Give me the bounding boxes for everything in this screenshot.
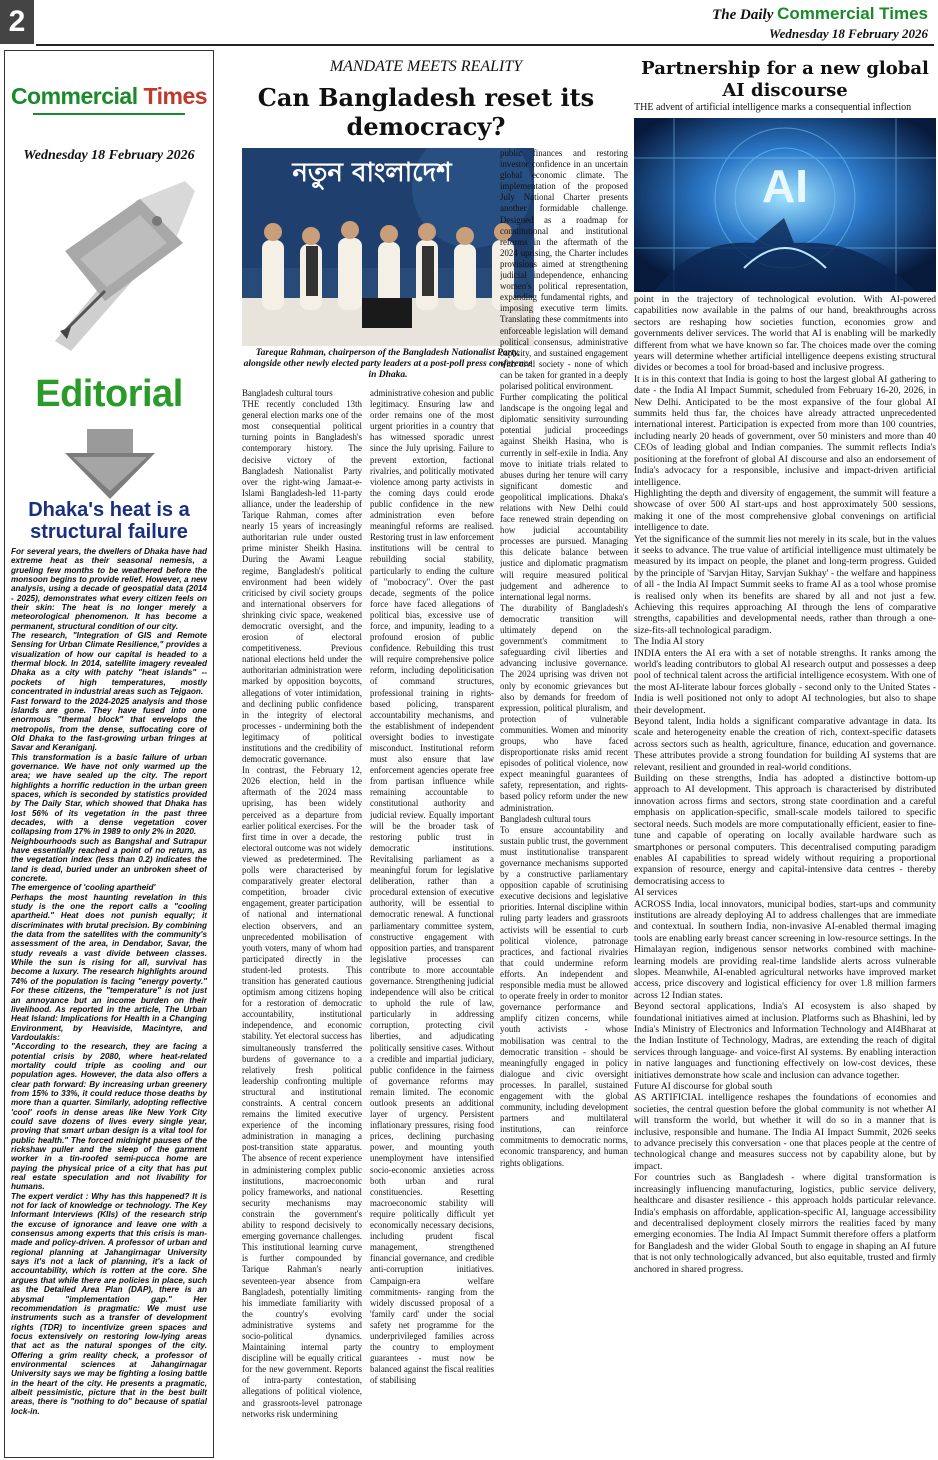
article-paragraph: public finances and restoring investor confidence in an uncertain global economic climate. The implementation of the proposed July National Charter presents another formidable challenge. Designed as a roadmap for constitutional and institutional reforms in the aftermath of the 2024 uprising, the Charter includes provisions aimed at strengthening judicial independence, enhancing women's political representation, expanding fundamental rights, and imposing executive term limits. Translating these commitments into enforceable legislation will demand political consensus, administrative capacity, and sustained engagement with civil society - none of which can be taken for granted in a deeply polarised political environment. bbox=[500, 148, 628, 391]
ai-paragraph: AS ARTIFICIAL intelligence reshapes the foundations of economies and societies, the central question before the global community is not whether AI will transform the world, but whether it will do so in a manner that is inclusive, responsible and humane. The India AI Impact Summit, 2026 seeks to advance precisely this conversation - one that places people at the centre of technological change and measures success not by capability alone, but by impact. bbox=[634, 1092, 936, 1172]
article-paragraph: To ensure accountability and sustain public trust, the government must institutionalise transparent governance mechanisms supported by a constructive parliamentary opposition capable of scrutinising executive decisions and legislative priorities. Internal discipline within ruling party leaders and grassroots activists will be essential to curb political violence, patronage practices, and factional rivalries that could undermine reform efforts. An independent and responsible media must be allowed to operate freely in order to monitor governance performance and amplify citizen concerns, while youth activists - whose mobilisation was central to the democratic transition - should be meaningfully engaged in policy dialogue and civic oversight processes. In parallel, sustained engagement with the global community, including development partners and multilateral institutions, can reinforce commitments to democratic norms, economic transparency, and human rights obligations. bbox=[500, 824, 628, 1168]
masthead-brand bbox=[712, 4, 928, 24]
down-arrow-icon bbox=[65, 429, 155, 499]
ai-subhead: The India AI story bbox=[634, 636, 705, 648]
ai-paragraph: Beyond sectoral applications, India's AI ecosystem is also shaped by foundational initiatives aimed at inclusion. Platforms such as Bhashini, led by India's Ministry of Electronics and Information Technology and AI4Bharat at the Indian Institute of Technology, Madras, are extending the reach of digital services through language- and voice-first AI systems. By enabling interaction in native languages and functioning effectively on low-cost devices, these initiatives demonstrate how scale and inclusion can advance together. bbox=[634, 1001, 936, 1081]
masthead-commercial-times: Commercial Times bbox=[777, 4, 928, 23]
ai-paragraph: ACROSS India, local innovators, municipal bodies, start-ups and community institutions are already deploying AI to address challenges that are immediate and contextual. In southern India, non-invasive AI-enabled thermal imaging tools are enabling early breast cancer screening in low-resource settings. In the Himalayan region, indigenous sensor networks combined with machine-learning models are providing real-time landslide alerts across vulnerable slopes. Meanwhile, AI-enabled agricultural networks have improved market access, price discovery and logistical efficiency for over 1.8 million farmers across 12 Indian states. bbox=[634, 898, 936, 1001]
sidebar-logo-times: Times bbox=[143, 83, 208, 109]
ai-article-title: Partnership for a new global AI discourse bbox=[641, 58, 929, 101]
masthead-the-daily: The Daily bbox=[712, 7, 774, 23]
editorial-paragraph: Fast forward to the 2024-2025 analysis and those islands are gone. They have fused into one enormous "thermal block" that envelops the metropolis, from the dense, suffocating core of Old Dhaka to the fast-growing urban fringes at Savar and Keraniganj. bbox=[11, 696, 207, 753]
photo-banner-text: নতুন বাংলাদেশ bbox=[292, 158, 452, 188]
editorial-subhead: The emergence of 'cooling apartheid' bbox=[11, 883, 156, 893]
editorial-paragraph: The expert verdict : Why has this happened? It is not for lack of knowledge or technology. The Key Informant Interviews (KIIs) of the research strip the excuse of ignorance and leave one with a consensus among experts that this crisis is man-made and policy-driven. A professor of urban and regional planning at Jahangirnagar University says it's not a lack of planning, it's a lack of accountability, which is rotten at the core. She argues that while there are policies in place, such as the Detailed Area Plan (DAP), there is an abysmal "implementation gap." Her recommendation is pragmatic: We must use instruments such as a transfer of development rights (TDR) to incentivize green spaces and focus extensively on restoring low-lying areas that act as the natural sponges of the city. Offering a grim reality check, a professor of environmental sciences at Jahangirnagar University says we may be fighting a losing battle in the heart of the city. He presents a pragmatic, albeit pessimistic, picture that in the best built areas, there is "nothing to do" because of spatial lock-in. bbox=[11, 1191, 207, 1416]
article-paragraph: Bangladesh cultural tours bbox=[500, 813, 591, 824]
editorial-paragraph: This transformation is a basic failure of urban governance. We have not only warmed up the area; we have sealed up the city. The report highlights a horrific reduction in the urban green spaces, which is seconded by statistics provided by The Daily Star, which showed that Dhaka has lost 56% of its vegetation in the past three decades, with a dense vegetation cover collapsing from 17% in 1989 to only 2% in 2020. bbox=[11, 752, 207, 837]
article-paragraph: administrative cohesion and public legitimacy. Ensuring law and order remains one of the most urgent priorities in a country that has witnessed sporadic unrest since the July uprising. Failure to prevent extortion, factional rivalries, and politically motivated violence among party activists in the coming days could erode public confidence in the new administration even before meaningful reforms are realised. Restoring trust in law enforcement institutions will be central to rebuilding social stability, particularly to ending the culture of "mobocracy". Over the past decade, segments of the police force have faced allegations of political bias, excessive use of force, and impunity, leading to a profound erosion of public confidence. Rebuilding this trust will require comprehensive police reform, including depoliticisation of command structures, professional training in rights-based policing, transparent accountability mechanisms, and the establishment of independent oversight bodies to investigate misconduct. Institutional reform must also ensure that law enforcement agencies operate free from partisan influence while remaining accountable to constitutional authority and judicial review. Equally important will be the broader task of restoring public trust in democratic institutions. Revitalising parliament as a meaningful forum for legislative deliberation, rather than a procedural extension of executive authority, will be essential to democratic renewal. A functional parliamentary committee system, constructive engagement with opposition parties, and transparent legislative processes can contribute to more accountable governance. Strengthening judicial independence will also be critical to uphold the rule of law, particularly in addressing corruption, protecting civil liberties, and adjudicating politically sensitive cases. Without a credible and impartial judiciary, public confidence in the fairness of governance reforms may remain limited. The economic outlook presents an additional layer of urgency. Persistent inflationary pressures, rising food prices, declining purchasing power, and mounting youth unemployment have intensified socio-economic anxieties across both urban and rural constituencies. Resetting macroeconomic stability will require politically difficult yet economically necessary decisions, including prudent fiscal management, strengthened financial governance, and credible anti-corruption initiatives. Campaign-era welfare commitments- ranging from the widely discussed proposal of a 'family card' under the social safety net programme for the underprivileged families across the country to employment guarantees - must now be balanced against the fiscal realities of stabilising bbox=[370, 388, 494, 1386]
masthead-date: Wednesday 18 February 2026 bbox=[768, 26, 928, 41]
ai-subhead: AI services bbox=[634, 887, 678, 899]
ai-illustration bbox=[634, 118, 936, 292]
article-paragraph: The durability of Bangladesh's democratic transition will ultimately depend on the government's commitment to safeguarding civil liberties and advancing inclusive governance. The 2024 uprising was driven not only by economic grievances but also by demands for freedom of expression, political pluralism, and protection of vulnerable communities. Women and minority groups, who have faced disproportionate risks amid recent episodes of political violence, now expect meaningful guarantees of safety, representation, and rights-based policy reform under the new administration. bbox=[500, 602, 628, 813]
fountain-pen-icon bbox=[45, 181, 195, 351]
ai-illustration-text: AI bbox=[762, 160, 808, 212]
article-paragraph: Further complicating the political landscape is the ongoing legal and diplomatic sensitivity surrounding potential judicial proceedings against Sheikh Hasina, who is currently in self-exile in India. Any move to initiate trials related to abuses during her tenure will carry significant domestic and geopolitical implications. Dhaka's relations with New Delhi could face renewed strain depending on how judicial accountability processes are pursued. Managing this delicate balance between justice and diplomatic pragmatism will require measured political judgement and adherence to international legal norms. bbox=[500, 392, 628, 602]
ai-paragraph: Building on these strengths, India has adopted a distinctive bottom-up approach to AI development. This approach is characterised by distributed innovation across firms and sectors, strong state coordination and a careful emphasis on application-specific, small-scale models tailored to specific sectoral needs. Such models are more computationally efficient, easier to fine-tune and capable of operating on locally available hardware such as smartphones or personal computers. This decentralised computing paradigm enables AI capabilities to spread widely without requiring a proportional expansion of resource, energy and capital-intensive data centres - thereby democratising access to bbox=[634, 773, 936, 887]
ai-paragraph: For countries such as Bangladesh - where digital transformation is increasingly influencing manufacturing, logistics, public service delivery, healthcare and disaster resilience - this approach holds particular relevance. India's emphasis on affordable, application-specific AI, language accessibility and decentralised deployment closely mirrors the realities faced by many emerging economies. The India AI Impact Summit therefore offers a platform for Bangladesh and the wider Global South to engage in shaping an AI future that is not only technologically advanced, but also equitable, trusted and firmly anchored in shared progress. bbox=[634, 1172, 936, 1275]
top-divider bbox=[36, 44, 934, 46]
editorial-paragraph: Neighbourhoods such as Bangshal and Sutrapur have essentially reached a point of no return, as the vegetation index (less than 0.2) indicates the land is dead, buried under an unbroken sheet of concrete. bbox=[11, 836, 207, 884]
editorial-label: Editorial bbox=[35, 373, 183, 415]
sidebar-logo-underline bbox=[33, 113, 185, 115]
ai-paragraph: Beyond talent, India holds a significant comparative advantage in data. Its scale and heterogeneity enable the creation of rich, context-specific datasets across sectors such as health, agriculture, finance, education and governance. These attributes provide a strong foundation for building AI systems that are relevant, resilient and grounded in real-world conditions. bbox=[634, 716, 936, 773]
ai-paragraph: Highlighting the depth and diversity of engagement, the summit will feature a showcase of over 500 AI start-ups and host approximately 500 sessions, making it one of the most comprehensive global convenings on artificial intelligence to date. bbox=[634, 487, 936, 534]
photo-caption: Tareque Rahman, chairperson of the Bangladesh Nationalist Party, alongside other newly elected party leaders at a post-poll press conference in Dhaka. bbox=[243, 348, 533, 380]
article-kicker: MANDATE MEETS REALITY bbox=[329, 58, 523, 75]
ai-subhead: Future AI discourse for global south bbox=[634, 1081, 773, 1093]
press-conference-photo bbox=[242, 148, 534, 346]
editorial-paragraph: The research, "Integration of GIS and Remote Sensing for Urban Climate Resilience," provides a visualization of how our capital is headed to a thermal block. In 2014, satellite imagery revealed Dhaka as a city with patchy "heat islands" -- pockets of high temperatures, mostly concentrated in industrial areas such as Tejgaon. bbox=[11, 631, 207, 697]
ai-paragraph: INDIA enters the AI era with a set of notable strengths. It ranks among the world's leading contributors to global AI research output and possesses a deep pool of technical talent across the artificial intelligence ecosystem. With one of the most AI-literate labour forces globally - second only to the United States - India is well positioned not only to adopt AI technologies, but also to shape their development. bbox=[634, 647, 936, 716]
ai-article bbox=[634, 50, 936, 1460]
ai-paragraph: Yet the significance of the summit lies not merely in its scale, but in the values it seeks to advance. The true value of artificial intelligence must ultimately be measured by its impact on people, the planet and long-term progress. Guided by the principle of 'Sarvjan Hitay, Sarvjan Sukhay' - the welfare and happiness of all - the India AI Impact Summit seeks to frame AI as a tool whose promise is realised only when its benefits are shared by all and not just a few. Achieving this requires approaching AI through the lens of comparative strengths, capabilities and developmental needs, rather than through a one-size-fits-all technological paradigm. bbox=[634, 533, 936, 636]
sidebar-logo-commercial: Commercial bbox=[10, 83, 138, 109]
article-column-1 bbox=[242, 388, 362, 1458]
democracy-article bbox=[222, 50, 630, 1460]
editorial-sidebar bbox=[4, 50, 214, 1458]
page-number: 2 bbox=[0, 0, 34, 44]
article-paragraph: Bangladesh cultural tours bbox=[242, 388, 333, 398]
editorial-paragraph: Perhaps the most haunting revelation in this study is the one the report calls a "cooling apartheid." Heat does not punish equally; it discriminates with brutal precision. By combining the data from the satellites with the community's assessment of the area, in Dendabor, Savar, the study reveals a vast divide between classes. While the sun is rising for all, survival has become a luxury. The research highlights around 74% of the population is facing "energy poverty." For these citizens, the "temperature" is not just an annoyance but an income burden on their livelihood. As reported in the article, The Urban Heat Island: Implications for Health in a Changing Environment, by Heaviside, Macintyre, and Vardoulakis: bbox=[11, 892, 207, 1042]
ai-article-intro: THE advent of artificial intelligence marks a consequential inflection bbox=[634, 102, 912, 113]
article-paragraph: In contrast, the February 12, 2026 election, held in the aftermath of the 2024 mass uprising, has been widely perceived as a departure from earlier political exercises. For the first time in over a decade, the electoral outcome was not widely viewed as predetermined. The polls were characterised by comparatively greater electoral competition, broader civic engagement, greater participation of national and international election observers, and an unprecedented mobilisation of youth voters, many of whom had participated directly in the student-led protests. This transition has generated cautious optimism among citizens hoping for a restoration of democratic accountability, institutional independence, and economic stability. Yet electoral success has simultaneously transferred the burdens of governance to a relatively fresh political leadership confronting multiple structural and institutional constraints. A central concern remains the limited executive experience of the incoming administration in managing a post-transition state apparatus. The absence of recent experience in administering complex public institutions, macroeconomic policy frameworks, and national security mechanisms may constrain the government's ability to respond decisively to emerging governance challenges. This institutional learning curve is further compounded by Tarique Rahman's nearly seventeen-year absence from Bangladesh, potentially limiting his immediate familiarity with the country's evolving administrative systems and socio-political dynamics. Maintaining internal party discipline will be equally critical for the new government. Reports of intra-party contestation, allegations of political violence, and grassroots-level patronage networks risk undermining bbox=[242, 765, 362, 1419]
editorial-headline: Dhaka's heat is a structural failure bbox=[28, 499, 190, 543]
article-column-2 bbox=[370, 388, 494, 1458]
ai-article-body bbox=[634, 294, 936, 1458]
article-paragraph: THE recently concluded 13th general election marks one of the most consequential political turning points in Bangladesh's contemporary history. The decisive victory of the Bangladesh Nationalist Party over the right-wing Jamaat-e-Islami Bangladesh-led 11-party alliance, under the leadership of Tarique Rahman, comes after nearly 15 years of increasingly authoritarian rule under ousted prime minister Sheikh Hasina. During the Awami League regime, Bangladesh's political environment had been widely criticised by civil society groups and international observers for shrinking civic space, weakened democratic oversight, and the erosion of electoral competitiveness. Previous national elections held under the authoritarian administration were marked by opposition boycotts, allegations of voter intimidation, and declining public confidence in the integrity of electoral processes - undermining both the legitimacy of political institutions and the credibility of democratic governance. bbox=[242, 399, 362, 765]
article-column-3 bbox=[500, 148, 628, 1458]
ai-paragraph: point in the trajectory of technological evolution. With AI-powered capabilities now available in the palms of our hand, breakthroughs across sectors are reshaping how societies function, economies grow and governments deliver services. The world that AI is enabling will be markedly different from what we have known so far. The choices made over the coming years will determine whether artificial intelligence deepens existing structural divides or becomes a tool for broad-based and inclusive progress. bbox=[634, 294, 936, 374]
ai-paragraph: It is in this context that India is going to host the largest global AI gathering to date - the India AI Impact Summit, scheduled from February 16-20, 2026, in New Delhi. Anticipated to be the most expansive of the four global AI summits held thus far, the choices have already attracted unprecedented international interest. Participation is expected from more than 100 countries, including nearly 20 heads of government, over 50 ministers and more than 40 CEOs of leading global and Indian companies. The summit reflects India's positioning at the forefront of global AI discourse and also an endorsement of India's advocacy for a responsible, inclusive and impact-driven artificial intelligence. bbox=[634, 373, 936, 488]
editorial-body bbox=[11, 547, 207, 1453]
article-title: Can Bangladesh reset its democracy? bbox=[257, 83, 595, 141]
editorial-paragraph: For several years, the dwellers of Dhaka have had extreme heat as their seasonal nemesis, a grueling few months to be weathered before the monsoon begins to provide relief. However, a new analysis, using a decade of geospatial data (2014 - 2025), demonstrates what every citizen feels on their skin: The heat is no longer merely a meteorological phenomenon. It has become a permanent, structural condition of our city. bbox=[11, 547, 207, 631]
sidebar-date: Wednesday 18 February 2026 bbox=[23, 148, 195, 163]
sidebar-logo bbox=[5, 83, 213, 110]
editorial-paragraph: "According to the research, they are facing a potential crisis by 2080, where heat-related mortality could triple as cooling and our population ages. However, the data also offers a clear path forward: By increasing urban greenery from 15% to 33%, it could reduce those deaths by more than a quarter. Similarly, adopting reflective 'cool' roofs in dense areas like New York City could save dozens of lives every single year, proving that smart urban design is a vital tool for public health." The forced midnight pauses of the rickshaw puller and the sleep of the garment worker in a tin-roofed semi-pucca home are paying the physical price of a city that has put real estate speculation and not livability for humans. bbox=[11, 1042, 207, 1192]
